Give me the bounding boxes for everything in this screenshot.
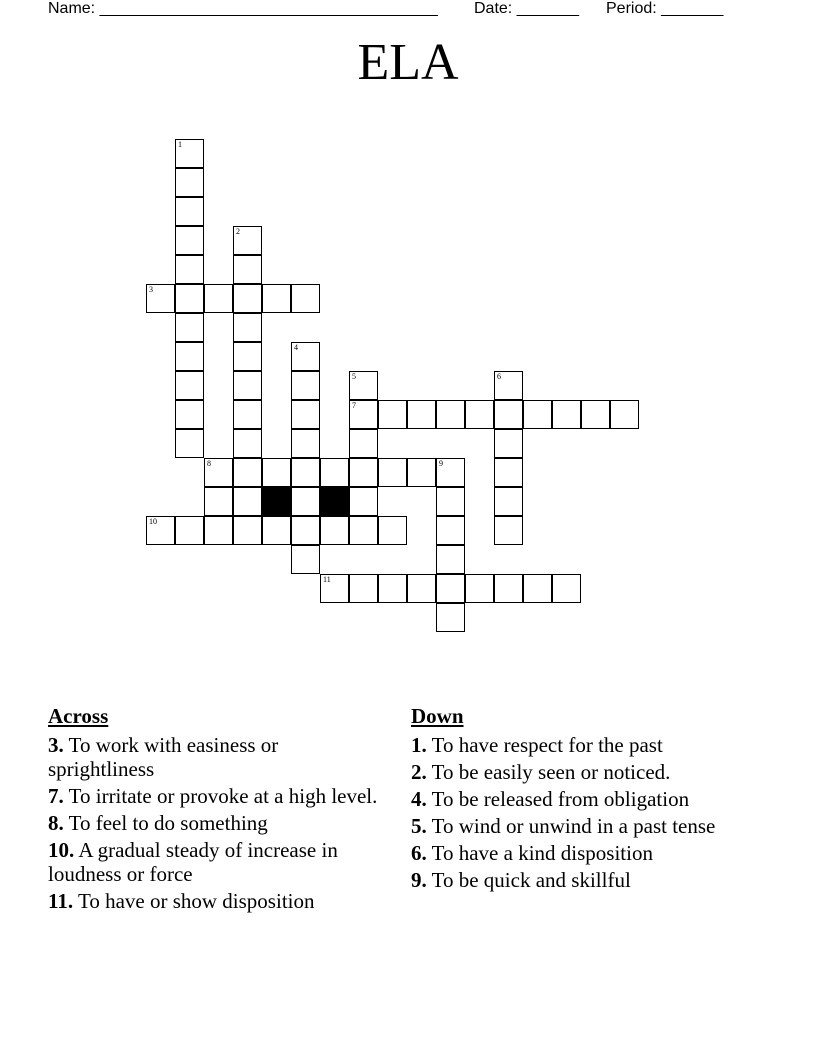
clue-down-6: 6. To have a kind disposition bbox=[411, 841, 653, 865]
answer-square[interactable] bbox=[204, 516, 233, 545]
clue-number: 3 bbox=[149, 285, 153, 294]
answer-square[interactable] bbox=[291, 487, 320, 516]
answer-square[interactable] bbox=[146, 516, 175, 545]
answer-square[interactable] bbox=[436, 516, 465, 545]
clue-down-4: 4. To be released from obligation bbox=[411, 787, 690, 811]
answer-square[interactable] bbox=[436, 574, 465, 603]
answer-square[interactable] bbox=[349, 487, 378, 516]
answer-square[interactable] bbox=[233, 255, 262, 284]
answer-square[interactable] bbox=[233, 429, 262, 458]
answer-square[interactable] bbox=[175, 371, 204, 400]
date-field: Date: _______ bbox=[474, 0, 579, 17]
answer-square[interactable] bbox=[349, 458, 378, 487]
answer-square[interactable] bbox=[494, 516, 523, 545]
answer-square[interactable] bbox=[436, 487, 465, 516]
answer-square[interactable] bbox=[204, 458, 233, 487]
answer-square[interactable] bbox=[146, 284, 175, 313]
answer-square[interactable] bbox=[204, 284, 233, 313]
answer-square[interactable] bbox=[494, 400, 523, 429]
answer-square[interactable] bbox=[175, 400, 204, 429]
answer-square[interactable] bbox=[320, 516, 349, 545]
answer-square[interactable] bbox=[175, 313, 204, 342]
down-clues bbox=[411, 703, 741, 895]
answer-square[interactable] bbox=[523, 574, 552, 603]
answer-square[interactable] bbox=[407, 458, 436, 487]
answer-square[interactable] bbox=[233, 371, 262, 400]
period-field: Period: _______ bbox=[606, 0, 724, 17]
answer-square[interactable] bbox=[175, 139, 204, 168]
answer-square[interactable] bbox=[291, 545, 320, 574]
answer-square[interactable] bbox=[262, 458, 291, 487]
answer-square[interactable] bbox=[581, 400, 610, 429]
answer-square[interactable] bbox=[233, 342, 262, 371]
answer-square[interactable] bbox=[233, 284, 262, 313]
answer-square[interactable] bbox=[262, 284, 291, 313]
answer-square[interactable] bbox=[436, 603, 465, 632]
blocked-square bbox=[320, 487, 349, 516]
answer-square[interactable] bbox=[494, 458, 523, 487]
answer-square[interactable] bbox=[291, 429, 320, 458]
clue-number: 6 bbox=[497, 372, 501, 381]
answer-square[interactable] bbox=[349, 371, 378, 400]
answer-square[interactable] bbox=[465, 574, 494, 603]
answer-square[interactable] bbox=[291, 371, 320, 400]
page-title: ELA bbox=[357, 34, 459, 91]
answer-square[interactable] bbox=[291, 400, 320, 429]
answer-square[interactable] bbox=[233, 516, 262, 545]
clue-across-10: 10. A gradual steady of increase in loudness or force bbox=[48, 838, 338, 886]
answer-square[interactable] bbox=[465, 400, 494, 429]
answer-square[interactable] bbox=[291, 284, 320, 313]
answer-square[interactable] bbox=[407, 574, 436, 603]
answer-square[interactable] bbox=[378, 458, 407, 487]
answer-square[interactable] bbox=[349, 516, 378, 545]
clue-number: 8 bbox=[207, 459, 211, 468]
answer-square[interactable] bbox=[552, 574, 581, 603]
clue-down-2: 2. To be easily seen or noticed. bbox=[411, 760, 671, 784]
clue-down-9: 9. To be quick and skillful bbox=[411, 868, 631, 892]
clue-across-3: 3. To work with easiness or sprightliness bbox=[48, 733, 279, 781]
answer-square[interactable] bbox=[407, 400, 436, 429]
across-heading: Across bbox=[48, 704, 109, 728]
answer-square[interactable] bbox=[494, 371, 523, 400]
answer-square[interactable] bbox=[610, 400, 639, 429]
answer-square[interactable] bbox=[175, 284, 204, 313]
clue-number: 10 bbox=[149, 517, 157, 526]
answer-square[interactable] bbox=[349, 429, 378, 458]
answer-square[interactable] bbox=[175, 429, 204, 458]
clue-down-1: 1. To have respect for the past bbox=[411, 733, 663, 757]
answer-square[interactable] bbox=[494, 574, 523, 603]
answer-square[interactable] bbox=[523, 400, 552, 429]
clue-number: 2 bbox=[236, 227, 240, 236]
name-field: Name: ______________________________________ bbox=[48, 0, 438, 17]
answer-square[interactable] bbox=[175, 255, 204, 284]
answer-square[interactable] bbox=[233, 458, 262, 487]
answer-square[interactable] bbox=[291, 458, 320, 487]
answer-square[interactable] bbox=[175, 226, 204, 255]
answer-square[interactable] bbox=[291, 516, 320, 545]
answer-square[interactable] bbox=[436, 545, 465, 574]
clue-number: 4 bbox=[294, 343, 298, 352]
clue-number: 1 bbox=[178, 140, 182, 149]
answer-square[interactable] bbox=[494, 429, 523, 458]
answer-square[interactable] bbox=[175, 516, 204, 545]
answer-square[interactable] bbox=[436, 400, 465, 429]
answer-square[interactable] bbox=[349, 574, 378, 603]
answer-square[interactable] bbox=[233, 226, 262, 255]
across-clues bbox=[48, 703, 378, 916]
clue-number: 9 bbox=[439, 459, 443, 468]
answer-square[interactable] bbox=[320, 458, 349, 487]
blocked-square bbox=[262, 487, 291, 516]
answer-square[interactable] bbox=[349, 400, 378, 429]
answer-square[interactable] bbox=[552, 400, 581, 429]
answer-square[interactable] bbox=[233, 487, 262, 516]
down-heading: Down bbox=[411, 704, 464, 728]
clue-across-8: 8. To feel to do something bbox=[48, 811, 268, 835]
answer-square[interactable] bbox=[175, 342, 204, 371]
answer-square[interactable] bbox=[233, 313, 262, 342]
clue-across-11: 11. To have or show disposition bbox=[48, 889, 315, 913]
answer-square[interactable] bbox=[175, 197, 204, 226]
clue-number: 5 bbox=[352, 372, 356, 381]
clue-down-5: 5. To wind or unwind in a past tense bbox=[411, 814, 716, 838]
clue-number: 11 bbox=[323, 575, 331, 584]
clue-number: 7 bbox=[352, 401, 356, 410]
clue-across-7: 7. To irritate or provoke at a high level. bbox=[48, 784, 378, 808]
answer-square[interactable] bbox=[175, 168, 204, 197]
answer-square[interactable] bbox=[378, 400, 407, 429]
answer-square[interactable] bbox=[233, 400, 262, 429]
answer-square[interactable] bbox=[378, 516, 407, 545]
answer-square[interactable] bbox=[494, 487, 523, 516]
answer-square[interactable] bbox=[320, 574, 349, 603]
answer-square[interactable] bbox=[378, 574, 407, 603]
answer-square[interactable] bbox=[436, 458, 465, 487]
answer-square[interactable] bbox=[262, 516, 291, 545]
answer-square[interactable] bbox=[291, 342, 320, 371]
answer-square[interactable] bbox=[204, 487, 233, 516]
